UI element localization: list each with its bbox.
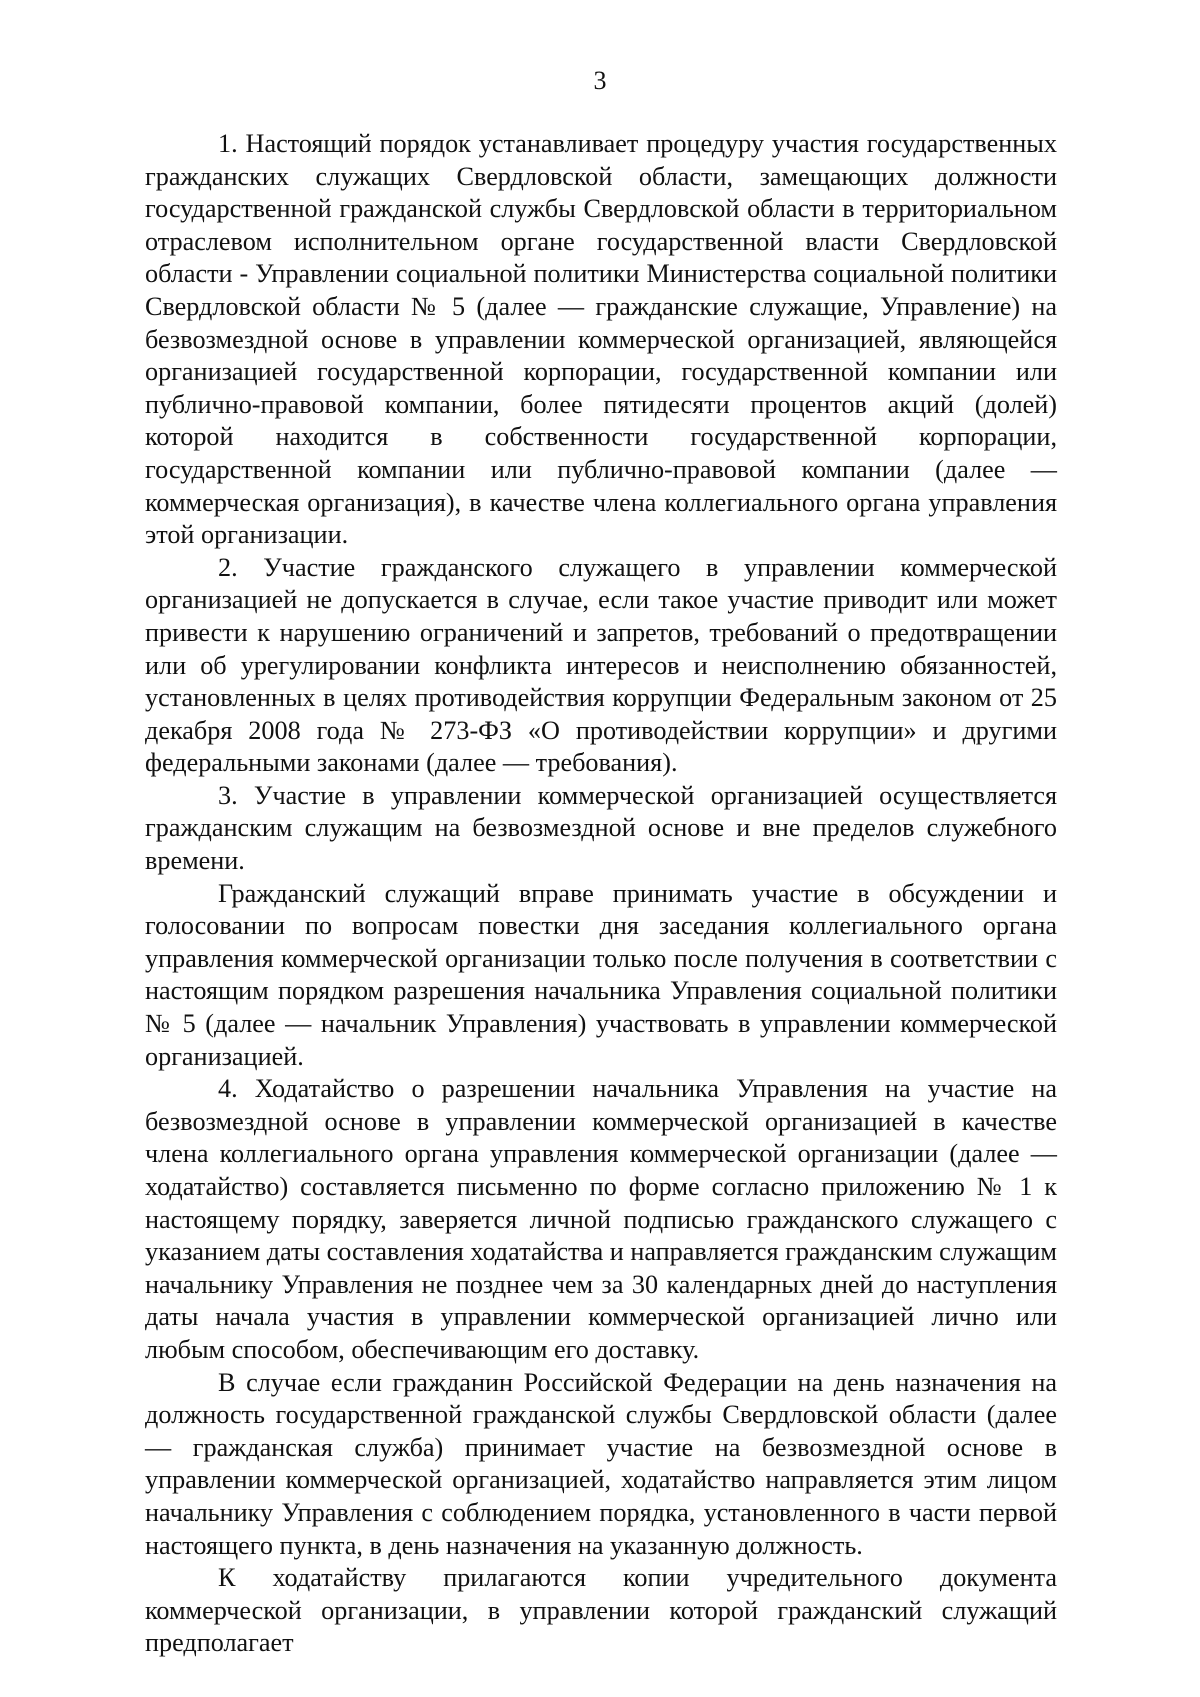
paragraph-2: 2. Участие гражданского служащего в управлении коммерческой организацией не допускается в случае, если такое участие приводит или может привести к нарушению ограничений и запретов, требований о предотвращении или об урегулировании конфликта интересов и неисполнению обязанностей, установленных в целях противодействия коррупции Федеральным законом от 25 декабря 2008 года № 273-ФЗ «О противодействии коррупции» и другими федеральными законами (далее — требования).	[145, 552, 1057, 778]
paragraph-4: 4. Ходатайство о разрешении начальника Управления на участие на безвозмездной основе в управлении коммерческой организацией в качестве члена коллегиального органа управления коммерческой организации (далее — ходатайство) составляется письменно по форме согласно приложению № 1 к настоящему порядку, заверяется личной подписью гражданского служащего с указанием даты составления ходатайства и направляется гражданским служащим начальнику Управления не позднее чем за 30 календарных дней до наступления даты начала участия в управлении коммерческой организацией лично или любым способом, обеспечивающим его доставку.	[145, 1074, 1057, 1364]
page-number: 3	[593, 66, 607, 95]
paragraph-1: 1. Настоящий порядок устанавливает процедуру участия государственных гражданских служащих Свердловской области, замещающих должности государственной гражданской службы Свердловской области в территориальном отраслевом исполнительном органе государственной власти Свердловской области - Управлении социальной политики Министерства социальной политики Свердловской области № 5 (далее — гражданские служащие, Управление) на безвозмездной основе в управлении коммерческой организацией, являющейся организацией государственной корпорации, государственной компании или публично-правовой компании, более пятидесяти процентов акций (долей) которой находится в собственности государственной корпорации, государственной компании или публично-правовой компании (далее — коммерческая организация), в качестве члена коллегиального органа управления этой организации.	[145, 129, 1057, 550]
paragraph-4-part-2: В случае если гражданин Российской Федерации на день назначения на должность государственной гражданской службы Свердловской области (далее — гражданская служба) принимает участие на безвозмездной основе в управлении коммерческой организацией, ходатайство направляется этим лицом начальнику Управления с соблюдением порядка, установленного в части первой настоящего пункта, в день назначения на указанную должность.	[145, 1367, 1057, 1560]
paragraph-3-part-2: Гражданский служащий вправе принимать участие в обсуждении и голосовании по вопросам повестки дня заседания коллегиального органа управления коммерческой организации только после получения в соответствии с настоящим порядком разрешения начальника Управления социальной политики № 5 (далее — начальник Управления) участвовать в управлении коммерческой организацией.	[145, 878, 1057, 1071]
document-body	[145, 128, 1057, 1660]
paragraph-4-part-3: К ходатайству прилагаются копии учредительного документа коммерческой организации, в управлении которой гражданский служащий предполагает	[145, 1563, 1057, 1658]
paragraph-3: 3. Участие в управлении коммерческой организацией осуществляется гражданским служащим на безвозмездной основе и вне пределов служебного времени.	[145, 780, 1057, 876]
